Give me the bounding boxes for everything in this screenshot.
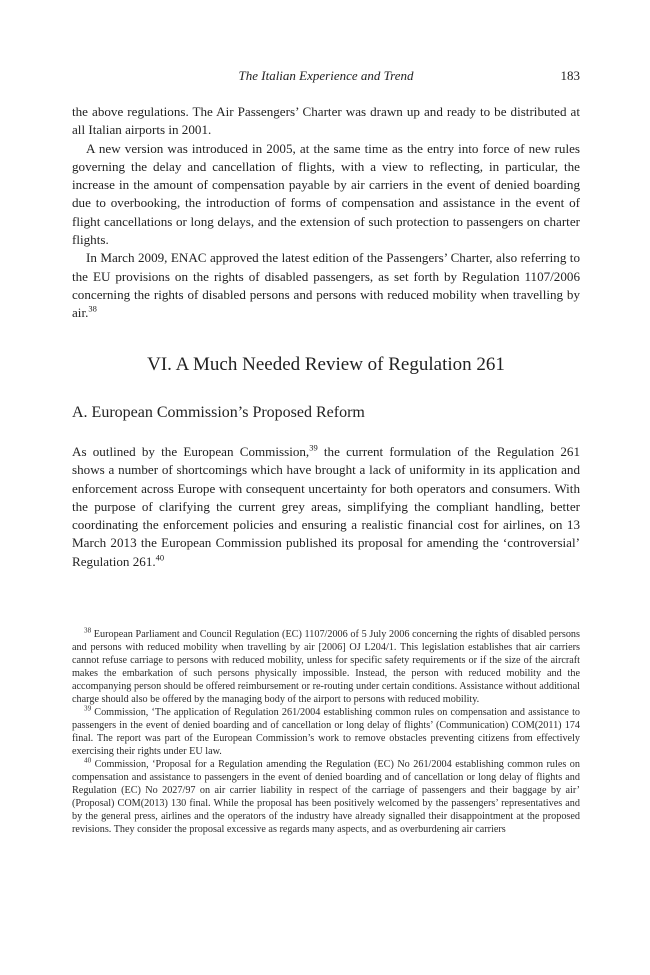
body-text-top bbox=[72, 103, 580, 323]
footnote-38 bbox=[72, 628, 580, 706]
footnote-text: Commission, ‘Proposal for a Regulation amending the Regulation (EC) No 261/2004 establishing common rules on compensation and assistance to passengers in the event of denied boarding and of cancellation or long delay of flights and Regulation (EC) No 2027/97 on air carrier liability in respect of the carriage of passengers and their baggage by air’ (Proposal) COM(2013) 130 final. While the proposal has been positively welcomed by the passengers’ representatives and by the general press, airlines and the operators of the industry have already signalled their disappointment at the proposed revisions. They consider the proposal excessive as regards many aspects, and as overburdening air carriers bbox=[72, 759, 580, 835]
footnotes bbox=[72, 628, 580, 836]
footnote-39 bbox=[72, 706, 580, 758]
paragraph-reform bbox=[72, 443, 580, 571]
footnote-ref-39[interactable]: 39 bbox=[309, 442, 318, 453]
footnote-text: Commission, ‘The application of Regulation 261/2004 establishing common rules on compensation and assistance to passengers in the event of denied boarding and of cancellation or long delay of flights’ (Communication) COM(2011) 174 final. The report was part of the European Commission’s work to remove obstacles preventing citizens from effectively exercising their rights under EU law. bbox=[72, 707, 580, 757]
subsection-heading: A. European Commission’s Proposed Reform bbox=[72, 404, 365, 421]
page-number: 183 bbox=[560, 68, 580, 83]
paragraph-continuation: the above regulations. The Air Passengers’ Charter was drawn up and ready to be distributed at all Italian airports in 2001. bbox=[72, 104, 580, 138]
footnote-number: 38 bbox=[84, 626, 92, 635]
footnote-40 bbox=[72, 758, 580, 836]
paragraph-march-2009 bbox=[72, 249, 580, 322]
footnote-ref-40[interactable]: 40 bbox=[155, 552, 165, 563]
running-head bbox=[72, 66, 580, 86]
footnote-number: 40 bbox=[84, 756, 92, 765]
body-text-reform bbox=[72, 443, 580, 571]
footnote-ref-38[interactable]: 38 bbox=[88, 303, 97, 314]
paragraph-reform-part1: As outlined by the European Commission, bbox=[72, 444, 310, 459]
paragraph-new-version: A new version was introduced in 2005, at the same time as the entry into force of new rules governing the delay and cancellation of flights, with a view to reflecting, in particular, the increase in the amount of compensation payable by air carriers in the event of denied boarding due to overbooking, the introduction of forms of compensation and assistance in the event of flight cancellations or long delays, and the extension of such protection to passengers on charter flights. bbox=[72, 140, 580, 248]
running-title: The Italian Experience and Trend bbox=[238, 68, 414, 83]
paragraph-reform-part2: the current formulation of the Regulation 261 shows a number of shortcomings which have brought a lack of uniformity in its application and enforcement across Europe with consequent uncertainty for both operators and consumers. With the purpose of clarifying the current grey areas, simplifying the compliant handling, better coordinating the enforcement policies and ensuring a realistic financial cost for airlines, on 13 March 2013 the European Commission published its proposal for amending the ‘controversial’ Regulation 261. bbox=[72, 444, 581, 569]
footnote-text: European Parliament and Council Regulation (EC) 1107/2006 of 5 July 2006 concerning the rights of disabled persons and persons with reduced mobility when travelling by air [2006] OJ L204/1. This legislation establishes that air carriers cannot refuse carriage to persons with reduced mobility, unless for specific safety requirements or if the size of the aircraft makes the embarkation of such persons physically impossible. Instead, the person with reduced mobility and the accompanying person should be offered reimbursement or re-routing under certain conditions. Assistance without additional charge should also be offered by the managing body of the airport to persons with reduced mobility. bbox=[72, 629, 580, 705]
paragraph-march-2009-text: In March 2009, ENAC approved the latest edition of the Passengers’ Charter, also referring to the EU provisions on the rights of disabled passengers, as set forth by Regulation 1107/2006 concerning the rights of disabled persons and persons with reduced mobility when travelling by air. bbox=[72, 250, 580, 321]
footnote-number: 39 bbox=[84, 704, 92, 713]
section-heading: VI. A Much Needed Review of Regulation 261 bbox=[147, 354, 505, 375]
